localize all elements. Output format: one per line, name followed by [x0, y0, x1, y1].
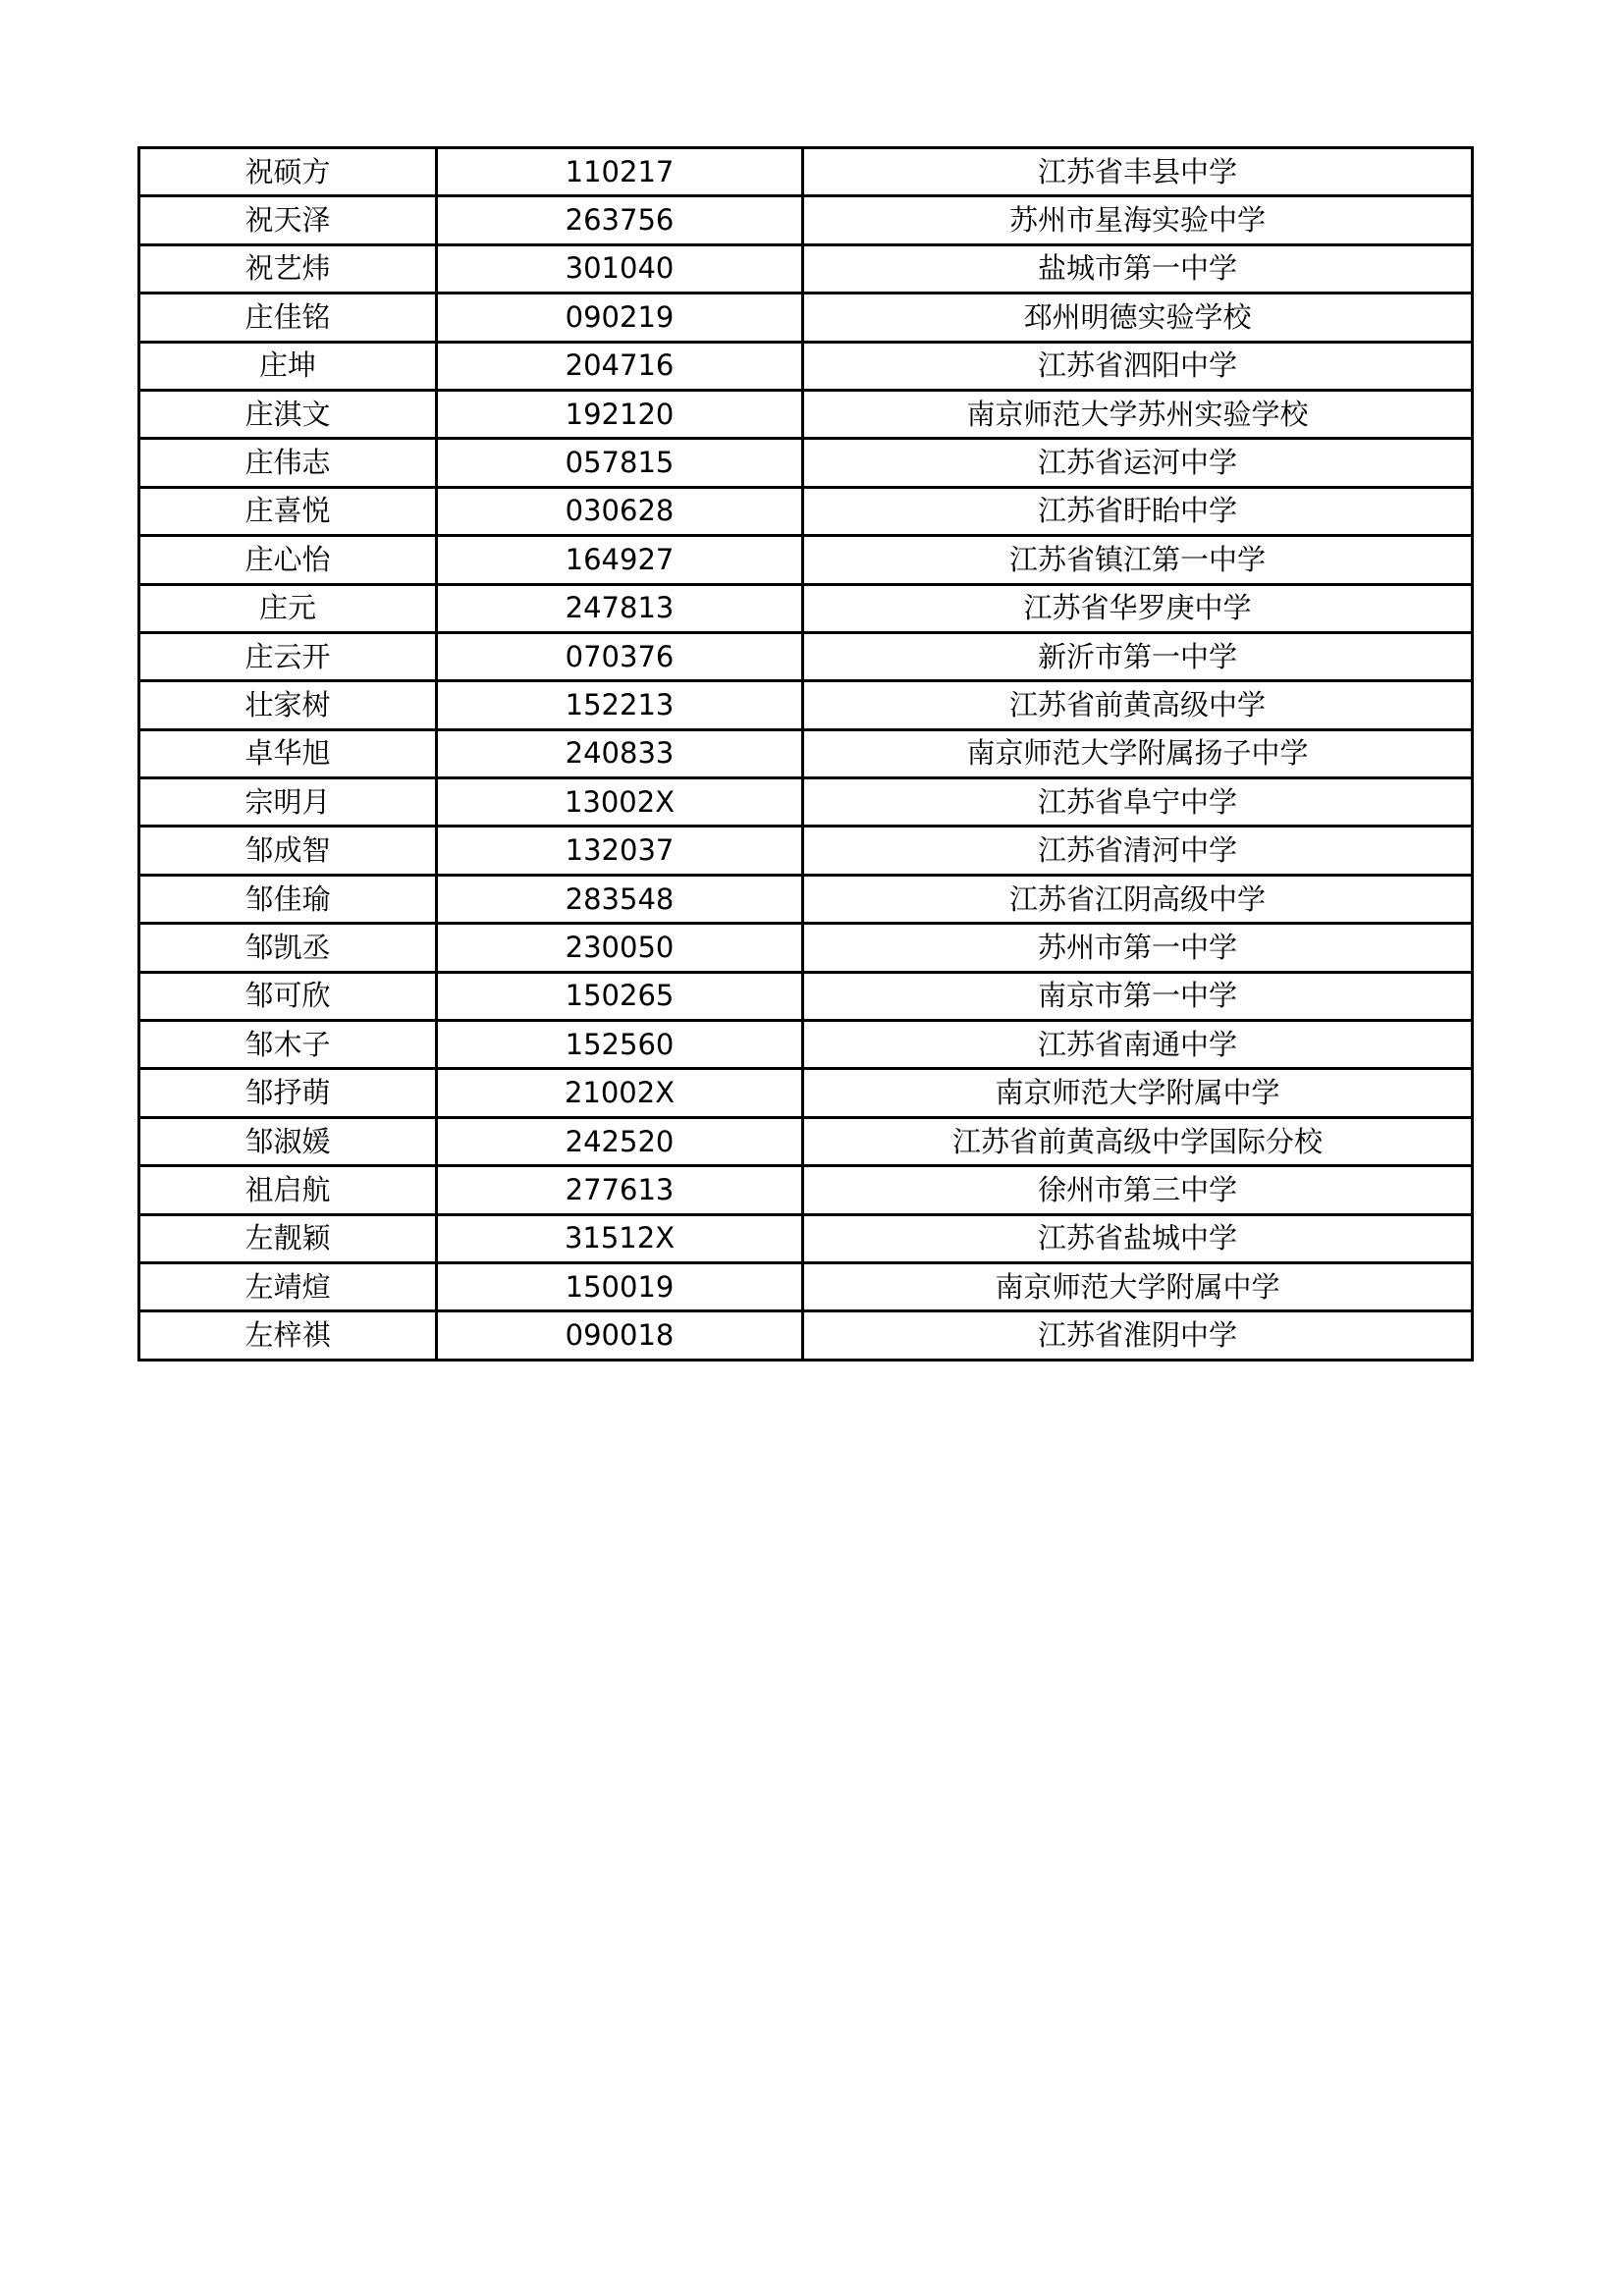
student-name-cell: 庄伟志: [139, 439, 437, 487]
school-name-cell: 新沂市第一中学: [803, 632, 1473, 680]
school-name-cell: 江苏省华罗庚中学: [803, 584, 1473, 632]
table-row: [139, 1311, 1473, 1360]
student-id-cell: 152560: [437, 1021, 803, 1069]
table-row: [139, 1166, 1473, 1214]
student-name-cell: 卓华旭: [139, 729, 437, 777]
school-name-cell: 江苏省泗阳中学: [803, 342, 1473, 390]
student-id-cell: 164927: [437, 536, 803, 584]
student-id-cell: 230050: [437, 924, 803, 972]
school-name-cell: 江苏省清河中学: [803, 827, 1473, 875]
table-row: [139, 632, 1473, 680]
student-id-cell: 242520: [437, 1117, 803, 1165]
student-id-cell: 301040: [437, 244, 803, 293]
school-name-cell: 江苏省南通中学: [803, 1021, 1473, 1069]
student-name-cell: 庄喜悦: [139, 487, 437, 535]
table-row: [139, 584, 1473, 632]
student-id-cell: 070376: [437, 632, 803, 680]
student-name-cell: 邹抒萌: [139, 1069, 437, 1117]
table-row: [139, 1262, 1473, 1310]
student-name-cell: 祝硕方: [139, 148, 437, 196]
table-row: [139, 244, 1473, 293]
student-name-cell: 左梓祺: [139, 1311, 437, 1360]
school-name-cell: 江苏省丰县中学: [803, 148, 1473, 196]
table-row: [139, 536, 1473, 584]
table-row: [139, 1214, 1473, 1262]
table-row: [139, 1117, 1473, 1165]
school-name-cell: 苏州市星海实验中学: [803, 196, 1473, 244]
student-name-cell: 邹佳瑜: [139, 875, 437, 923]
student-id-cell: 152213: [437, 681, 803, 729]
student-name-cell: 庄淇文: [139, 390, 437, 438]
table-row: [139, 148, 1473, 196]
student-id-cell: 192120: [437, 390, 803, 438]
table-row: [139, 390, 1473, 438]
student-id-cell: 057815: [437, 439, 803, 487]
student-name-cell: 庄云开: [139, 632, 437, 680]
school-name-cell: 江苏省前黄高级中学: [803, 681, 1473, 729]
school-name-cell: 江苏省阜宁中学: [803, 778, 1473, 827]
table-row: [139, 681, 1473, 729]
school-name-cell: 江苏省镇江第一中学: [803, 536, 1473, 584]
table-row: [139, 972, 1473, 1020]
table-row: [139, 924, 1473, 972]
student-id-cell: 240833: [437, 729, 803, 777]
school-name-cell: 江苏省江阴高级中学: [803, 875, 1473, 923]
student-id-cell: 263756: [437, 196, 803, 244]
school-name-cell: 南京师范大学附属扬子中学: [803, 729, 1473, 777]
student-name-cell: 壮家树: [139, 681, 437, 729]
student-name-cell: 邹成智: [139, 827, 437, 875]
school-name-cell: 江苏省淮阴中学: [803, 1311, 1473, 1360]
table-row: [139, 294, 1473, 342]
student-id-cell: 090018: [437, 1311, 803, 1360]
school-name-cell: 江苏省运河中学: [803, 439, 1473, 487]
school-name-cell: 徐州市第三中学: [803, 1166, 1473, 1214]
table-row: [139, 487, 1473, 535]
student-name-cell: 邹淑媛: [139, 1117, 437, 1165]
table-row: [139, 439, 1473, 487]
school-name-cell: 南京师范大学苏州实验学校: [803, 390, 1473, 438]
school-name-cell: 南京师范大学附属中学: [803, 1069, 1473, 1117]
student-name-cell: 邹凯丞: [139, 924, 437, 972]
table-row: [139, 1021, 1473, 1069]
school-name-cell: 江苏省盱眙中学: [803, 487, 1473, 535]
student-id-cell: 247813: [437, 584, 803, 632]
student-name-cell: 庄佳铭: [139, 294, 437, 342]
table-row: [139, 875, 1473, 923]
student-name-cell: 庄心怡: [139, 536, 437, 584]
school-name-cell: 苏州市第一中学: [803, 924, 1473, 972]
table-row: [139, 827, 1473, 875]
student-name-cell: 左靖煊: [139, 1262, 437, 1310]
table-row: [139, 342, 1473, 390]
student-id-cell: 13002X: [437, 778, 803, 827]
table-row: [139, 196, 1473, 244]
student-name-cell: 邹木子: [139, 1021, 437, 1069]
student-id-cell: 204716: [437, 342, 803, 390]
school-name-cell: 盐城市第一中学: [803, 244, 1473, 293]
table-row: [139, 778, 1473, 827]
student-name-cell: 祝天泽: [139, 196, 437, 244]
table-row: [139, 1069, 1473, 1117]
student-id-cell: 150019: [437, 1262, 803, 1310]
school-name-cell: 江苏省前黄高级中学国际分校: [803, 1117, 1473, 1165]
student-name-cell: 庄元: [139, 584, 437, 632]
student-id-cell: 21002X: [437, 1069, 803, 1117]
table-row: [139, 729, 1473, 777]
school-name-cell: 江苏省盐城中学: [803, 1214, 1473, 1262]
school-name-cell: 南京市第一中学: [803, 972, 1473, 1020]
roster-body: [139, 148, 1473, 1361]
student-name-cell: 庄坤: [139, 342, 437, 390]
student-id-cell: 283548: [437, 875, 803, 923]
student-id-cell: 090219: [437, 294, 803, 342]
student-id-cell: 31512X: [437, 1214, 803, 1262]
student-name-cell: 宗明月: [139, 778, 437, 827]
student-name-cell: 邹可欣: [139, 972, 437, 1020]
student-id-cell: 030628: [437, 487, 803, 535]
student-id-cell: 277613: [437, 1166, 803, 1214]
student-name-cell: 左靓颖: [139, 1214, 437, 1262]
student-id-cell: 132037: [437, 827, 803, 875]
student-id-cell: 150265: [437, 972, 803, 1020]
school-name-cell: 南京师范大学附属中学: [803, 1262, 1473, 1310]
student-id-cell: 110217: [437, 148, 803, 196]
roster-table: [137, 146, 1474, 1362]
student-name-cell: 祖启航: [139, 1166, 437, 1214]
school-name-cell: 邳州明德实验学校: [803, 294, 1473, 342]
student-name-cell: 祝艺炜: [139, 244, 437, 293]
